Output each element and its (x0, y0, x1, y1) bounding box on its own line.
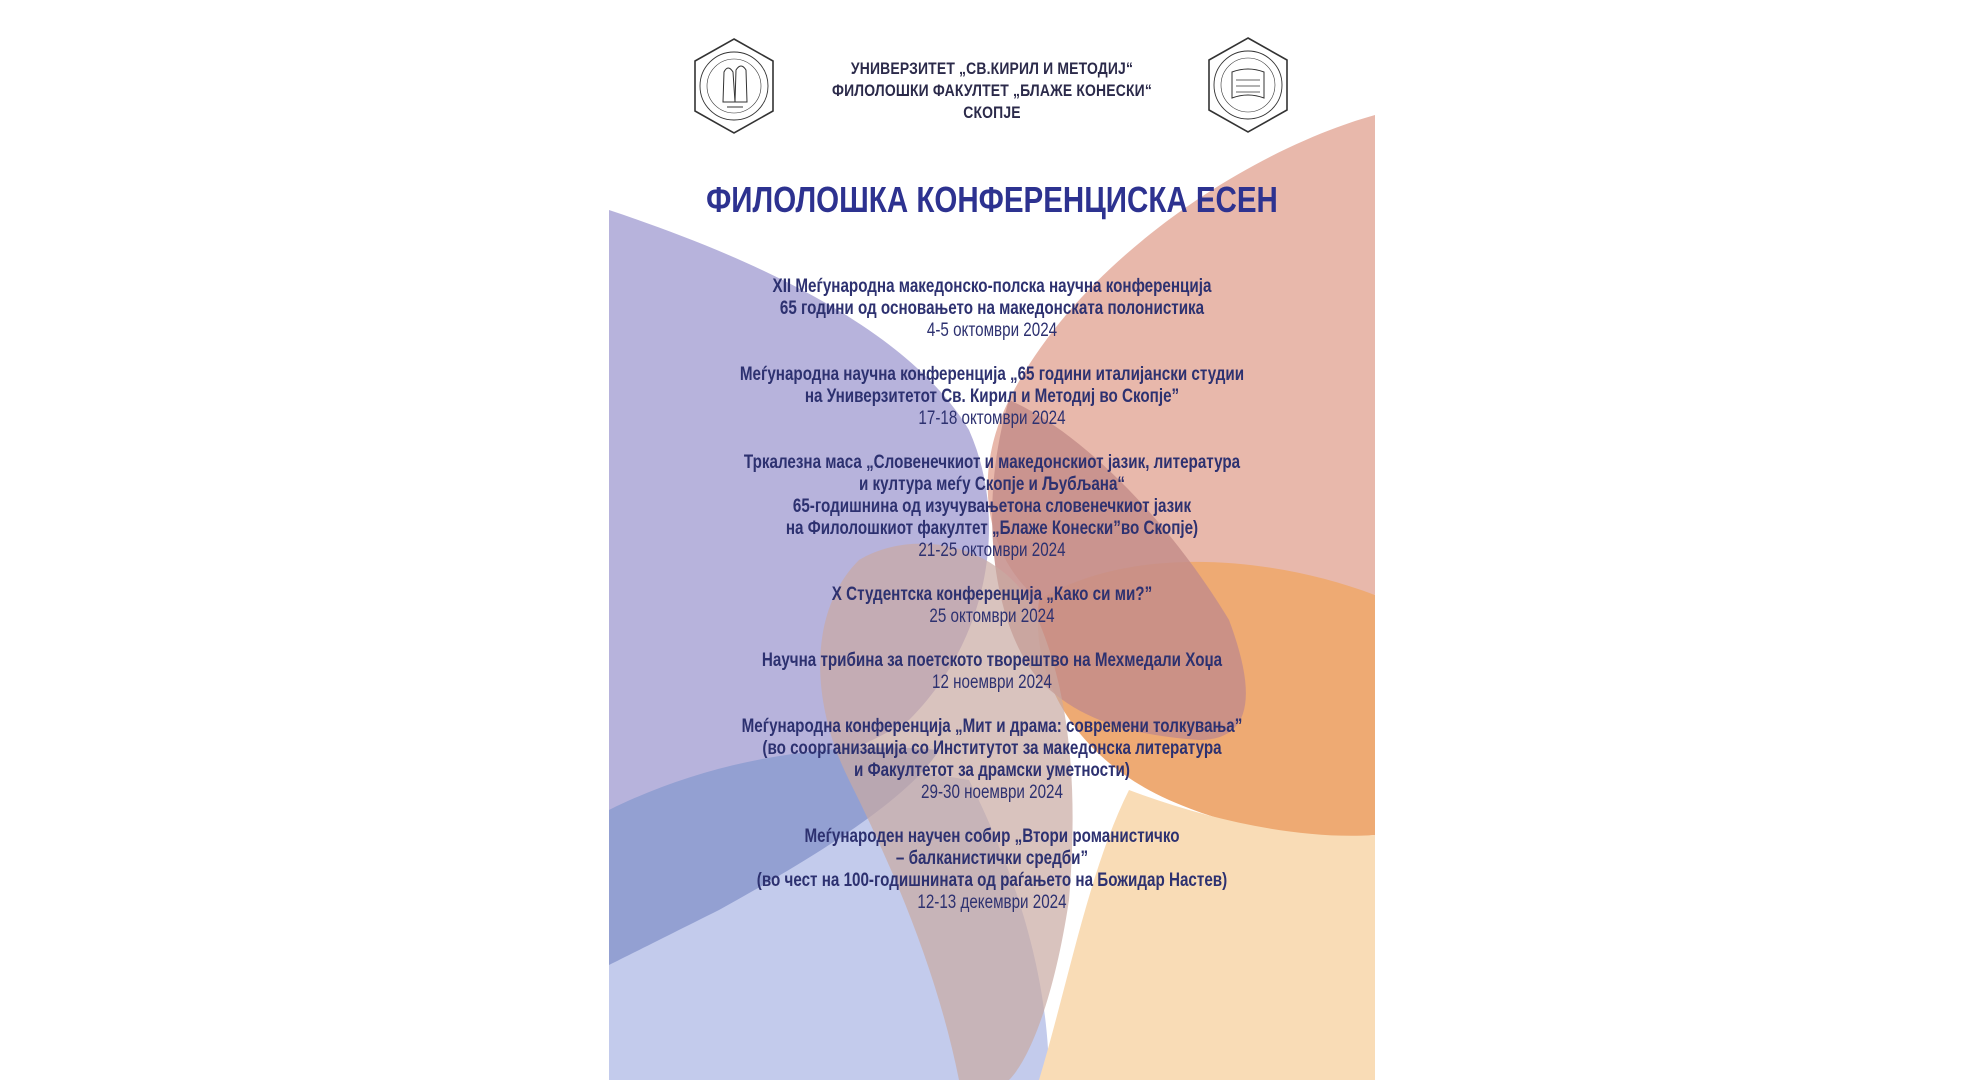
university-name (801, 58, 1183, 124)
event-title-line: на Филолошкиот факултет „Блаже Конески”во Скопје) (785, 518, 1199, 539)
poster (609, 0, 1375, 1080)
event-date: 12-13 декември 2024 (917, 892, 1067, 913)
event-title-line: Меѓународна конференција „Мит и драма: современи толкувања” (741, 716, 1243, 737)
event-title-line: Научна трибина за поетското творештво на Мехмедали Хоџа (761, 650, 1223, 671)
event-title-line: и култура меѓу Скопје и Љубљана“ (858, 474, 1126, 495)
header (609, 0, 1375, 140)
event-title-line: Меѓународен научен собир „Втори романистичко (804, 826, 1180, 847)
university-seal-icon (691, 37, 777, 135)
event-item (686, 650, 1299, 694)
event-date: 25 октомври 2024 (929, 606, 1055, 627)
event-title-line: XII Меѓународна македонско-полска научна конференција (772, 276, 1212, 297)
event-item (686, 584, 1299, 628)
event-item (686, 716, 1299, 804)
event-item (686, 364, 1299, 430)
event-title-line: 65 години од основањето на македонската полонистика (779, 298, 1205, 319)
event-title-line: Тркалезна маса „Словенечкиот и македонскиот јазик, литература (743, 452, 1241, 473)
event-title-line: – балканистички средби” (895, 848, 1089, 869)
page-title: ФИЛОЛОШКА КОНФЕРЕНЦИСКА ЕСЕН (706, 179, 1278, 220)
university-line-1: УНИВЕРЗИТЕТ „СВ.КИРИЛ И МЕТОДИЈ“ (850, 59, 1134, 78)
event-date: 4-5 октомври 2024 (926, 320, 1058, 341)
event-title-line: 65-годишнина од изучувањетона словенечкиот јазик (792, 496, 1192, 517)
university-line-3: СКОПЈЕ (963, 103, 1021, 122)
event-title-line: Меѓународна научна конференција „65 години италијански студии (739, 364, 1245, 385)
event-date: 12 ноември 2024 (932, 672, 1052, 693)
faculty-seal-icon (1205, 36, 1291, 134)
event-item (686, 276, 1299, 342)
event-title-line: X Студентска конференција „Како си ми?” (831, 584, 1153, 605)
event-title-line: (во соорганизација со Институтот за македонска литература (762, 738, 1222, 759)
event-title-line: на Универзитетот Св. Кирил и Методиј во Скопје” (804, 386, 1180, 407)
event-date: 17-18 октомври 2024 (918, 408, 1066, 429)
event-item (686, 826, 1299, 914)
event-date: 29-30 ноември 2024 (921, 782, 1063, 803)
university-line-2: ФИЛОЛОШКИ ФАКУЛТЕТ „БЛАЖЕ КОНЕСКИ“ (832, 81, 1152, 100)
event-title-line: и Факултетот за драмски уметности) (854, 760, 1130, 781)
event-title-line: (во чест на 100-годишнината од раѓањето на Божидар Настев) (756, 870, 1228, 891)
events-list (609, 276, 1375, 936)
event-date: 21-25 октомври 2024 (918, 540, 1066, 561)
event-item (686, 452, 1299, 562)
